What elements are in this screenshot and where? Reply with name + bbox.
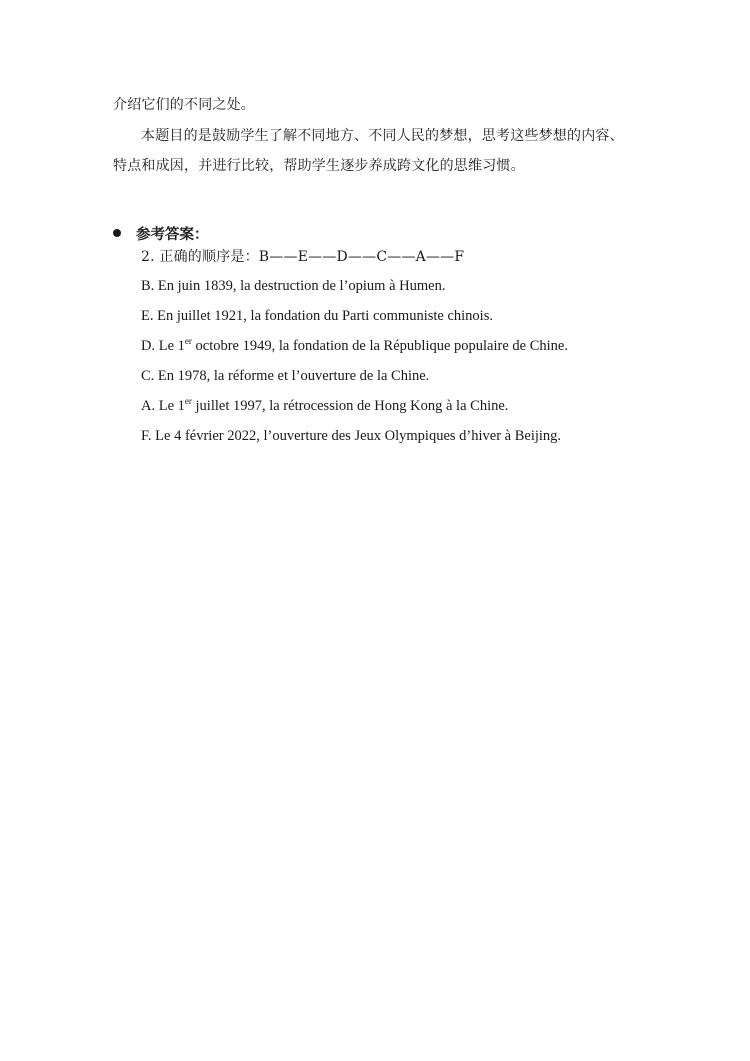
- answer-item-a-post: juillet 1997, la rétrocession de Hong Kong à la Chine.: [191, 398, 509, 414]
- answers-heading-text: 参考答案：: [136, 226, 209, 243]
- answer-item-a-pre: A. Le 1: [141, 398, 185, 414]
- answer-item-d-post: octobre 1949, la fondation de la République populaire de Chine.: [191, 338, 568, 354]
- answer-item-c: C. En 1978, la réforme et l’ouverture de la Chine.: [141, 368, 430, 384]
- order-line: 2. 正确的顺序是：B——E——D——C——A——F: [141, 249, 465, 265]
- intro-line-1: 介绍它们的不同之处。: [113, 97, 255, 113]
- answer-item-d: [141, 337, 568, 355]
- answers-heading: [113, 226, 209, 244]
- intro-line-3: 特点和成因，并进行比较，帮助学生逐步养成跨文化的思维习惯。: [113, 158, 525, 174]
- answer-item-a: [141, 397, 508, 415]
- answer-item-b: B. En juin 1839, la destruction de l’opium à Humen.: [141, 278, 446, 294]
- answer-item-f: F. Le 4 février 2022, l’ouverture des Jeux Olympiques d’hiver à Beijing.: [141, 428, 562, 444]
- answer-item-e: E. En juillet 1921, la fondation du Parti communiste chinois.: [141, 308, 493, 324]
- bullet-icon: [113, 229, 121, 237]
- answer-item-d-pre: D. Le 1: [141, 338, 185, 354]
- answer-item-a-sup: er: [184, 396, 192, 406]
- answer-item-d-sup: er: [184, 336, 192, 346]
- intro-line-2: 本题目的是鼓励学生了解不同地方、不同人民的梦想，思考这些梦想的内容、: [141, 128, 624, 144]
